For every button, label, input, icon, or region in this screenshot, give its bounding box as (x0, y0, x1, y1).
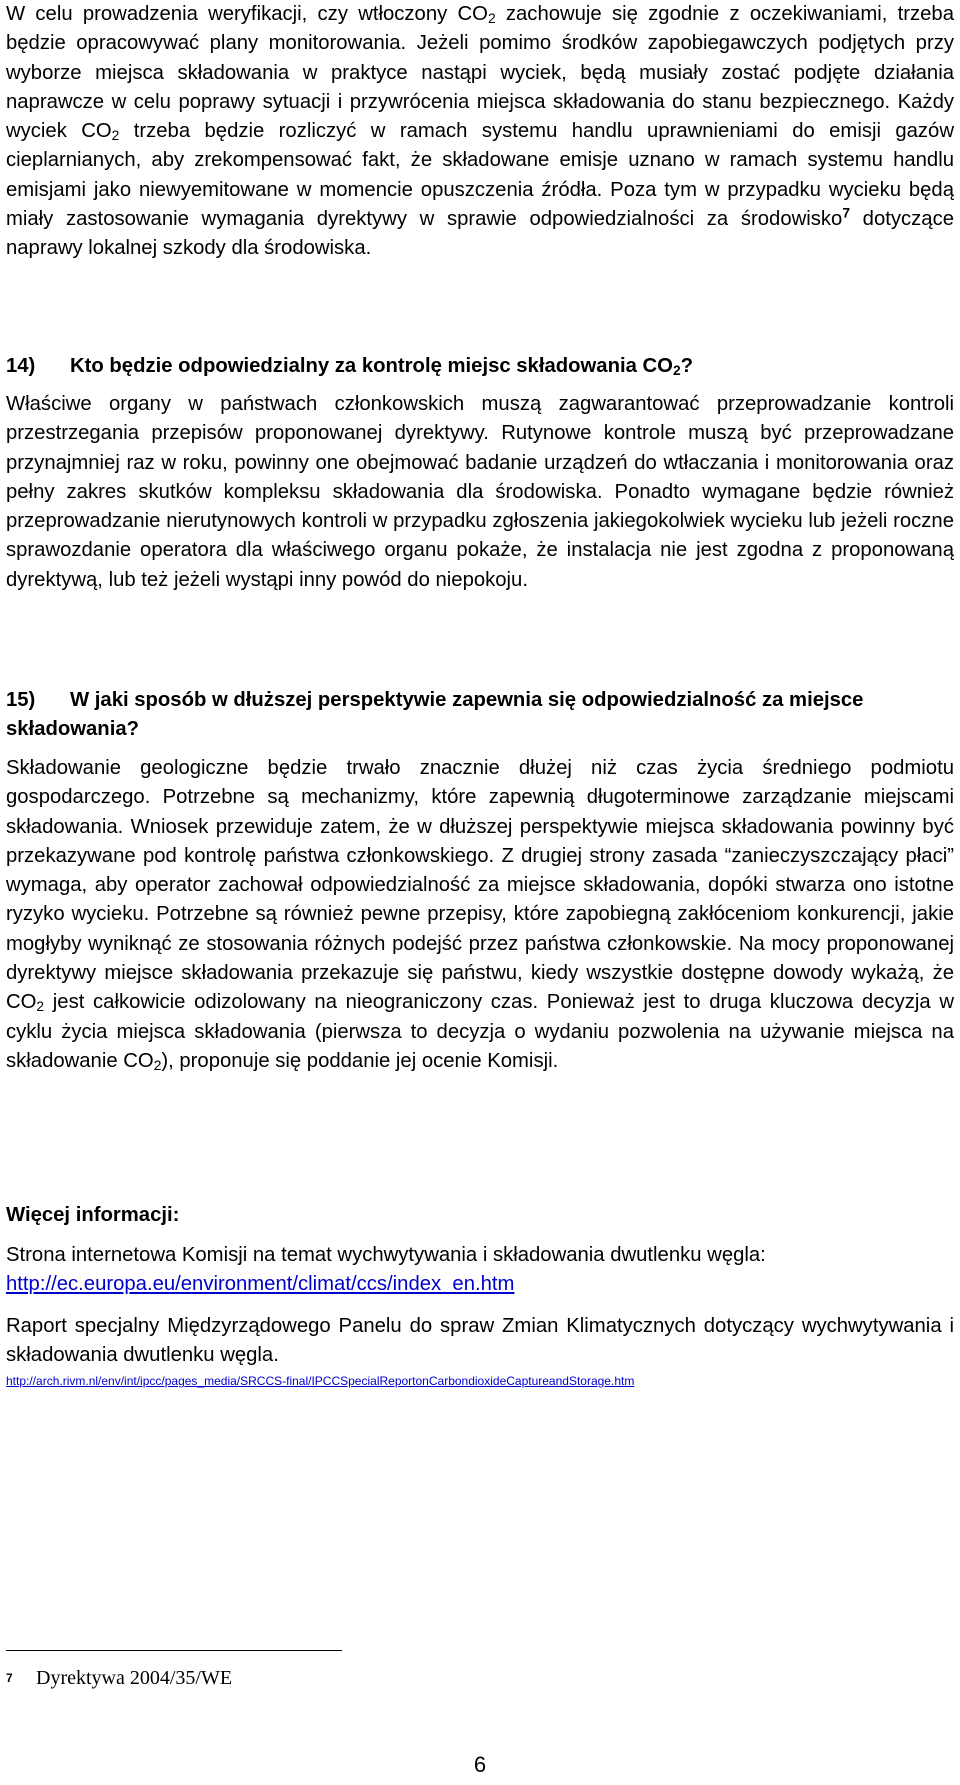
page-number: 6 (473, 1752, 487, 1777)
text-run: ), proponuje się poddanie jej ocenie Komisji. (161, 1049, 559, 1072)
paragraph-control: Właściwe organy w państwach członkowskich muszą zagwarantować przeprowadzanie kontroli przestrzegania przepisów proponowanej dyrektywy. Rutynowe kontrole muszą być przeprowadzane przynajmniej raz w roku, powinny one obejmować badanie urządzeń do wtłaczania i monitorowania oraz pełny zakres skutków kompleksu składowania dla środowiska. Ponadto wymagane będzie również przeprowadzanie nierutynowych kontroli w przypadku zgłoszenia jakiegokolwiek wycieku lub jeżeli roczne sprawozdanie operatora dla właściwego organu pokaże, że instalacja nie jest zgodna z proponowaną dyrektywą, lub też jeżeli wystąpi inny powód do niepokoju. (6, 393, 954, 591)
footnote-separator (6, 1650, 342, 1651)
footnote-mark: 7 (6, 1671, 13, 1685)
text-run: Strona internetowa Komisji na temat wychwytywania i składowania dwutlenku węgla: (6, 1244, 766, 1266)
question-title: W jaki sposób w dłuższej perspektywie zapewnia się odpowiedzialność za miejsce składowania? (6, 689, 864, 741)
footnote-text: Dyrektywa 2004/35/WE (36, 1667, 233, 1689)
subscript: 2 (111, 128, 120, 144)
question-mark: ? (680, 355, 694, 377)
subscript: 2 (487, 11, 496, 27)
subscript: 2 (153, 1058, 162, 1073)
commission-website-text (6, 1241, 954, 1300)
more-info-heading: Więcej informacji: (6, 1204, 180, 1226)
ipcc-report-text: Raport specjalny Międzyrządowego Panelu do spraw Zmian Klimatycznych dotyczący wychwytywania i składowania dwutlenku węgla. (6, 1315, 954, 1367)
paragraph-responsibility (6, 754, 954, 1076)
footnote (6, 1666, 906, 1690)
question-title: Kto będzie odpowiedzialny za kontrolę miejsc składowania CO (70, 355, 673, 377)
text-run: jest całkowicie odizolowany na nieograniczony czas. Ponieważ jest to druga kluczowa decyzja w cyklu życia miejsca składowania (pierwsza to decyzja o wydaniu pozwolenia na używanie miejsca na składowanie CO (6, 991, 954, 1072)
subscript: 2 (672, 363, 681, 379)
question-number: 14) (6, 355, 36, 377)
text-run: zachowuje się zgodnie z oczekiwaniami, trzeba będzie opracowywać plany monitorowania. Jeżeli pomimo środków zapobiegawczych podjętych przy wyborze miejsca składowania w praktyce nastąpi wyciek, będą musiały zostać podjęte działania naprawcze w celu poprawy sytuacji i przywrócenia miejsca składowania do stanu bezpiecznego. Każdy wyciek CO (6, 3, 954, 143)
question-number: 15) (6, 689, 36, 711)
commission-ccs-link[interactable]: http://ec.europa.eu/environment/climat/ccs/index_en.htm (6, 1273, 515, 1296)
subscript: 2 (36, 999, 45, 1015)
text-run: dotyczące naprawy lokalnej szkody dla środowiska. (6, 208, 955, 260)
text-run: W celu prowadzenia weryfikacji, czy wtłoczony CO (6, 3, 488, 25)
question-15-heading (6, 686, 954, 745)
ipcc-link-wrapper (6, 1372, 954, 1390)
text-run: Składowanie geologiczne będzie trwało znacznie dłużej niż czas życia średniego podmiotu gospodarczego. Potrzebne są mechanizmy, które zapewnią długoterminowe zarządzanie miejscami składowania. Wniosek przewiduje zatem, że w dłuższej perspektywie miejsca składowania powinny być przekazywane pod kontrolę państwa członkowskiego. Z drugiej strony zasada “zanieczyszczający płaci” wymaga, aby operator zachował odpowiedzialność za miejsce składowania, dopóki stwarza ono istotne ryzyko wycieku. Potrzebne są również pewne przepisy, które zapobiegną zakłóceniom konkurencji, jakie mogłyby wyniknąć ze stosowania różnych podejść przez państwa członkowskie. Na mocy proponowanej dyrektywy miejsce składowania przekazuje się państwu, kiedy wszystkie dostępne dowody wykażą, że CO (6, 757, 954, 1014)
text-run: trzeba będzie rozliczyć w ramach systemu handlu uprawnieniami do emisji gazów cieplarnianych, aby zrekompensować fakt, że składowane emisje uznano w ramach systemu handlu emisjami jako niewyemitowane w momencie opuszczenia źródła. Poza tym w przypadku wycieku będą miały zastosowanie wymagania dyrektywy w sprawie odpowiedzialności za środowisko (6, 120, 954, 231)
question-14-heading (6, 352, 954, 381)
paragraph-monitoring (6, 0, 954, 264)
ipcc-report-link[interactable]: http://arch.rivm.nl/env/int/ipcc/pages_media/SRCCS-final/IPCCSpecialReportonCarbondioxideCaptureandStorage.htm (6, 1374, 635, 1388)
footnote-reference[interactable]: 7 (842, 205, 851, 221)
